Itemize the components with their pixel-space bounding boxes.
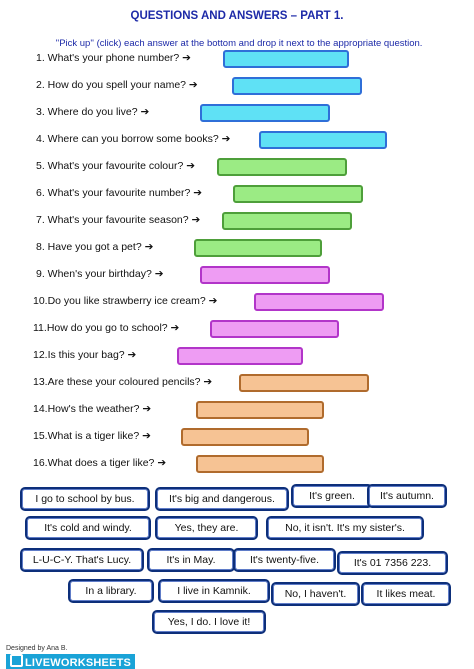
answer-drop-slot[interactable] bbox=[223, 50, 349, 68]
question-text: 7. What's your favourite season? ➔ bbox=[36, 214, 201, 226]
question-text: 1. What's your phone number? ➔ bbox=[36, 52, 191, 64]
answer-card-twenty-five[interactable]: It's twenty-five. bbox=[233, 548, 336, 572]
answer-card-autumn[interactable]: It's autumn. bbox=[367, 484, 447, 508]
brand-text: LIVEWORKSHEETS bbox=[25, 657, 132, 669]
question-text: 15.What is a tiger like? ➔ bbox=[33, 430, 151, 442]
answer-card-green[interactable]: It's green. bbox=[291, 484, 373, 508]
question-row-14 bbox=[0, 402, 474, 420]
question-text: 4. Where can you borrow some books? ➔ bbox=[36, 133, 231, 145]
question-row-11 bbox=[0, 321, 474, 339]
answer-drop-slot[interactable] bbox=[239, 374, 369, 392]
answer-card-go-to-school[interactable]: I go to school by bus. bbox=[20, 487, 150, 511]
answer-card-library[interactable]: In a library. bbox=[68, 579, 154, 603]
question-row-9 bbox=[0, 267, 474, 285]
question-row-2 bbox=[0, 78, 474, 96]
answer-card-likes-meat[interactable]: It likes meat. bbox=[361, 582, 451, 606]
answer-drop-slot[interactable] bbox=[194, 239, 322, 257]
question-row-10 bbox=[0, 294, 474, 312]
answer-card-love-it[interactable]: Yes, I do. I love it! bbox=[152, 610, 266, 634]
question-text: 11.How do you go to school? ➔ bbox=[33, 322, 180, 334]
answer-drop-slot[interactable] bbox=[196, 455, 324, 473]
answer-drop-slot[interactable] bbox=[217, 158, 347, 176]
page-title: QUESTIONS AND ANSWERS – PART 1. bbox=[130, 10, 344, 22]
answer-drop-slot[interactable] bbox=[200, 104, 330, 122]
answer-card-phone-number[interactable]: It's 01 7356 223. bbox=[337, 551, 448, 575]
answer-card-sisters[interactable]: No, it isn't. It's my sister's. bbox=[266, 516, 424, 540]
question-text: 12.Is this your bag? ➔ bbox=[33, 349, 137, 361]
question-row-7 bbox=[0, 213, 474, 231]
question-row-3 bbox=[0, 105, 474, 123]
answer-card-big-dangerous[interactable]: It's big and dangerous. bbox=[155, 487, 289, 511]
question-text: 6. What's your favourite number? ➔ bbox=[36, 187, 203, 199]
answer-card-no-havent[interactable]: No, I haven't. bbox=[271, 582, 360, 606]
answer-card-in-may[interactable]: It's in May. bbox=[147, 548, 235, 572]
answer-drop-slot[interactable] bbox=[222, 212, 352, 230]
designer-credit: Designed by Ana B. bbox=[6, 645, 68, 652]
answer-drop-slot[interactable] bbox=[232, 77, 362, 95]
answer-card-yes-they-are[interactable]: Yes, they are. bbox=[155, 516, 258, 540]
question-row-15 bbox=[0, 429, 474, 447]
answer-drop-slot[interactable] bbox=[233, 185, 363, 203]
question-row-5 bbox=[0, 159, 474, 177]
answer-card-kamnik[interactable]: I live in Kamnik. bbox=[158, 579, 270, 603]
question-text: 5. What's your favourite colour? ➔ bbox=[36, 160, 196, 172]
instructions-text: ''Pick up'' (click) each answer at the bottom and drop it next to the appropriate question. bbox=[55, 38, 423, 49]
question-row-4 bbox=[0, 132, 474, 150]
answer-drop-slot[interactable] bbox=[259, 131, 387, 149]
question-text: 2. How do you spell your name? ➔ bbox=[36, 79, 198, 91]
question-row-1 bbox=[0, 51, 474, 69]
question-text: 10.Do you like strawberry ice cream? ➔ bbox=[33, 295, 218, 307]
question-text: 3. Where do you live? ➔ bbox=[36, 106, 150, 118]
answer-drop-slot[interactable] bbox=[177, 347, 303, 365]
answer-drop-slot[interactable] bbox=[254, 293, 384, 311]
answer-drop-slot[interactable] bbox=[196, 401, 324, 419]
question-row-16 bbox=[0, 456, 474, 474]
liveworksheets-logo bbox=[6, 654, 135, 669]
answer-drop-slot[interactable] bbox=[200, 266, 330, 284]
question-text: 13.Are these your coloured pencils? ➔ bbox=[33, 376, 213, 388]
question-text: 16.What does a tiger like? ➔ bbox=[33, 457, 167, 469]
question-row-13 bbox=[0, 375, 474, 393]
liveworksheets-logo-icon bbox=[10, 654, 23, 667]
question-text: 14.How's the weather? ➔ bbox=[33, 403, 152, 415]
question-row-12 bbox=[0, 348, 474, 366]
answer-card-cold-windy[interactable]: It's cold and windy. bbox=[25, 516, 151, 540]
question-text: 9. When's your birthday? ➔ bbox=[36, 268, 164, 280]
answer-drop-slot[interactable] bbox=[181, 428, 309, 446]
answer-card-spell-lucy[interactable]: L-U-C-Y. That's Lucy. bbox=[20, 548, 144, 572]
question-row-6 bbox=[0, 186, 474, 204]
answer-drop-slot[interactable] bbox=[210, 320, 339, 338]
question-row-8 bbox=[0, 240, 474, 258]
question-text: 8. Have you got a pet? ➔ bbox=[36, 241, 154, 253]
